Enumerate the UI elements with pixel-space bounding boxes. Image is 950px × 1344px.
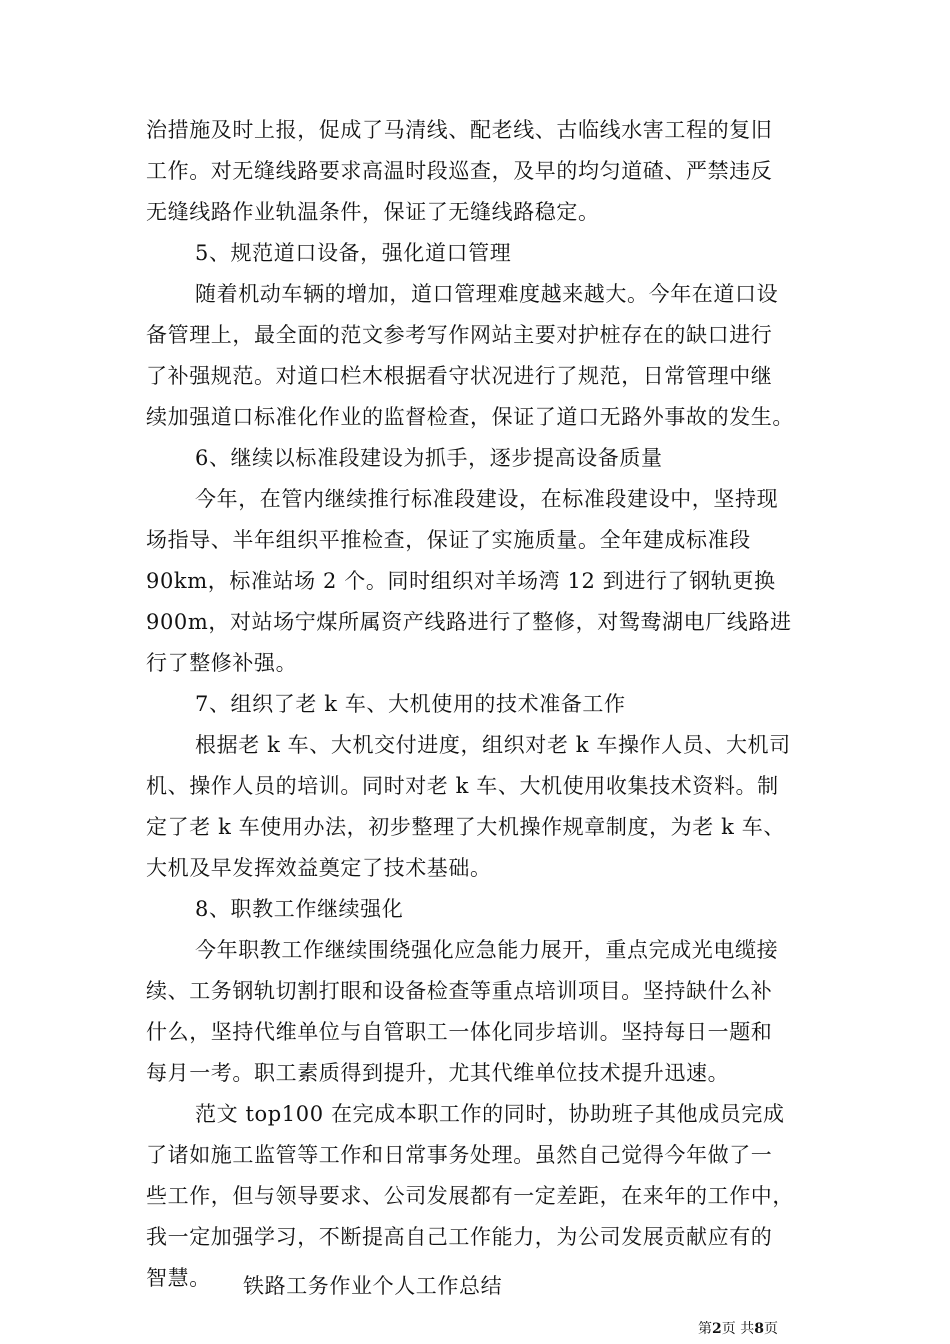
current-page-number: 2: [712, 1321, 722, 1337]
text-line: 900m，对站场宁煤所属资产线路进行了整修，对鸳鸯湖电厂线路进: [146, 610, 792, 634]
text-line: 治措施及时上报，促成了马清线、配老线、古临线水害工程的复旧: [146, 118, 773, 142]
text-line: 随着机动车辆的增加，道口管理难度越来越大。今年在道口设: [195, 282, 779, 306]
section-heading: 8、职教工作继续强化: [195, 897, 404, 921]
footer-middle: 页 共: [721, 1321, 755, 1337]
text-line: 范文 top100 在完成本职工作的同时，协助班子其他成员完成: [195, 1102, 785, 1126]
text-line: 什么，坚持代维单位与自管职工一体化同步培训。坚持每日一题和: [146, 1020, 773, 1044]
text-line: 了诸如施工监管等工作和日常事务处理。虽然自己觉得今年做了一: [146, 1143, 773, 1167]
footer-suffix: 页: [763, 1321, 778, 1337]
text-line: 每月一考。职工素质得到提升，尤其代维单位技术提升迅速。: [146, 1061, 730, 1085]
section-heading: 7、组织了老 k 车、大机使用的技术准备工作: [195, 692, 626, 716]
text-line: 些工作，但与领导要求、公司发展都有一定差距，在来年的工作中，: [146, 1184, 794, 1208]
text-line: 续、工务钢轨切割打眼和设备检查等重点培训项目。坚持缺什么补: [146, 979, 773, 1003]
text-line: 根据老 k 车、大机交付进度，组织对老 k 车操作人员、大机司: [195, 733, 791, 757]
text-line: 今年职教工作继续围绕强化应急能力展开，重点完成光电缆接: [195, 938, 779, 962]
footer-prefix: 第: [698, 1321, 712, 1337]
page-number-footer: [698, 1320, 778, 1338]
text-line: 今年，在管内继续推行标准段建设，在标准段建设中，坚持现: [195, 487, 779, 511]
text-line: 智慧。: [146, 1266, 211, 1290]
text-line: 备管理上，最全面的范文参考写作网站主要对护桩存在的缺口进行: [146, 323, 773, 347]
text-line: 工作。对无缝线路要求高温时段巡查，及早的均匀道碴、严禁违反: [146, 159, 773, 183]
text-line: 90km，标准站场 2 个。同时组织对羊场湾 12 到进行了钢轨更换: [146, 569, 776, 593]
total-page-count: 8: [754, 1321, 764, 1337]
text-line: 了补强规范。对道口栏木根据看守状况进行了规范，日常管理中继: [146, 364, 773, 388]
text-line: 场指导、半年组织平推检查，保证了实施质量。全年建成标准段: [146, 528, 751, 552]
text-line: 我一定加强学习，不断提高自己工作能力，为公司发展贡献应有的: [146, 1225, 773, 1249]
text-line: 定了老 k 车使用办法，初步整理了大机操作规章制度，为老 k 车、: [146, 815, 785, 839]
next-document-title: 铁路工务作业个人工作总结: [243, 1274, 503, 1298]
text-line: 机、操作人员的培训。同时对老 k 车、大机使用收集技术资料。制: [146, 774, 779, 798]
section-heading: 6、继续以标准段建设为抓手，逐步提高设备质量: [195, 446, 663, 470]
text-line: 行了整修补强。: [146, 651, 298, 675]
text-line: 续加强道口标准化作业的监督检查，保证了道口无路外事故的发生。: [146, 405, 794, 429]
section-heading: 5、规范道口设备，强化道口管理: [195, 241, 512, 265]
text-line: 无缝线路作业轨温条件，保证了无缝线路稳定。: [146, 200, 600, 224]
text-line: 大机及早发挥效益奠定了技术基础。: [146, 856, 492, 880]
